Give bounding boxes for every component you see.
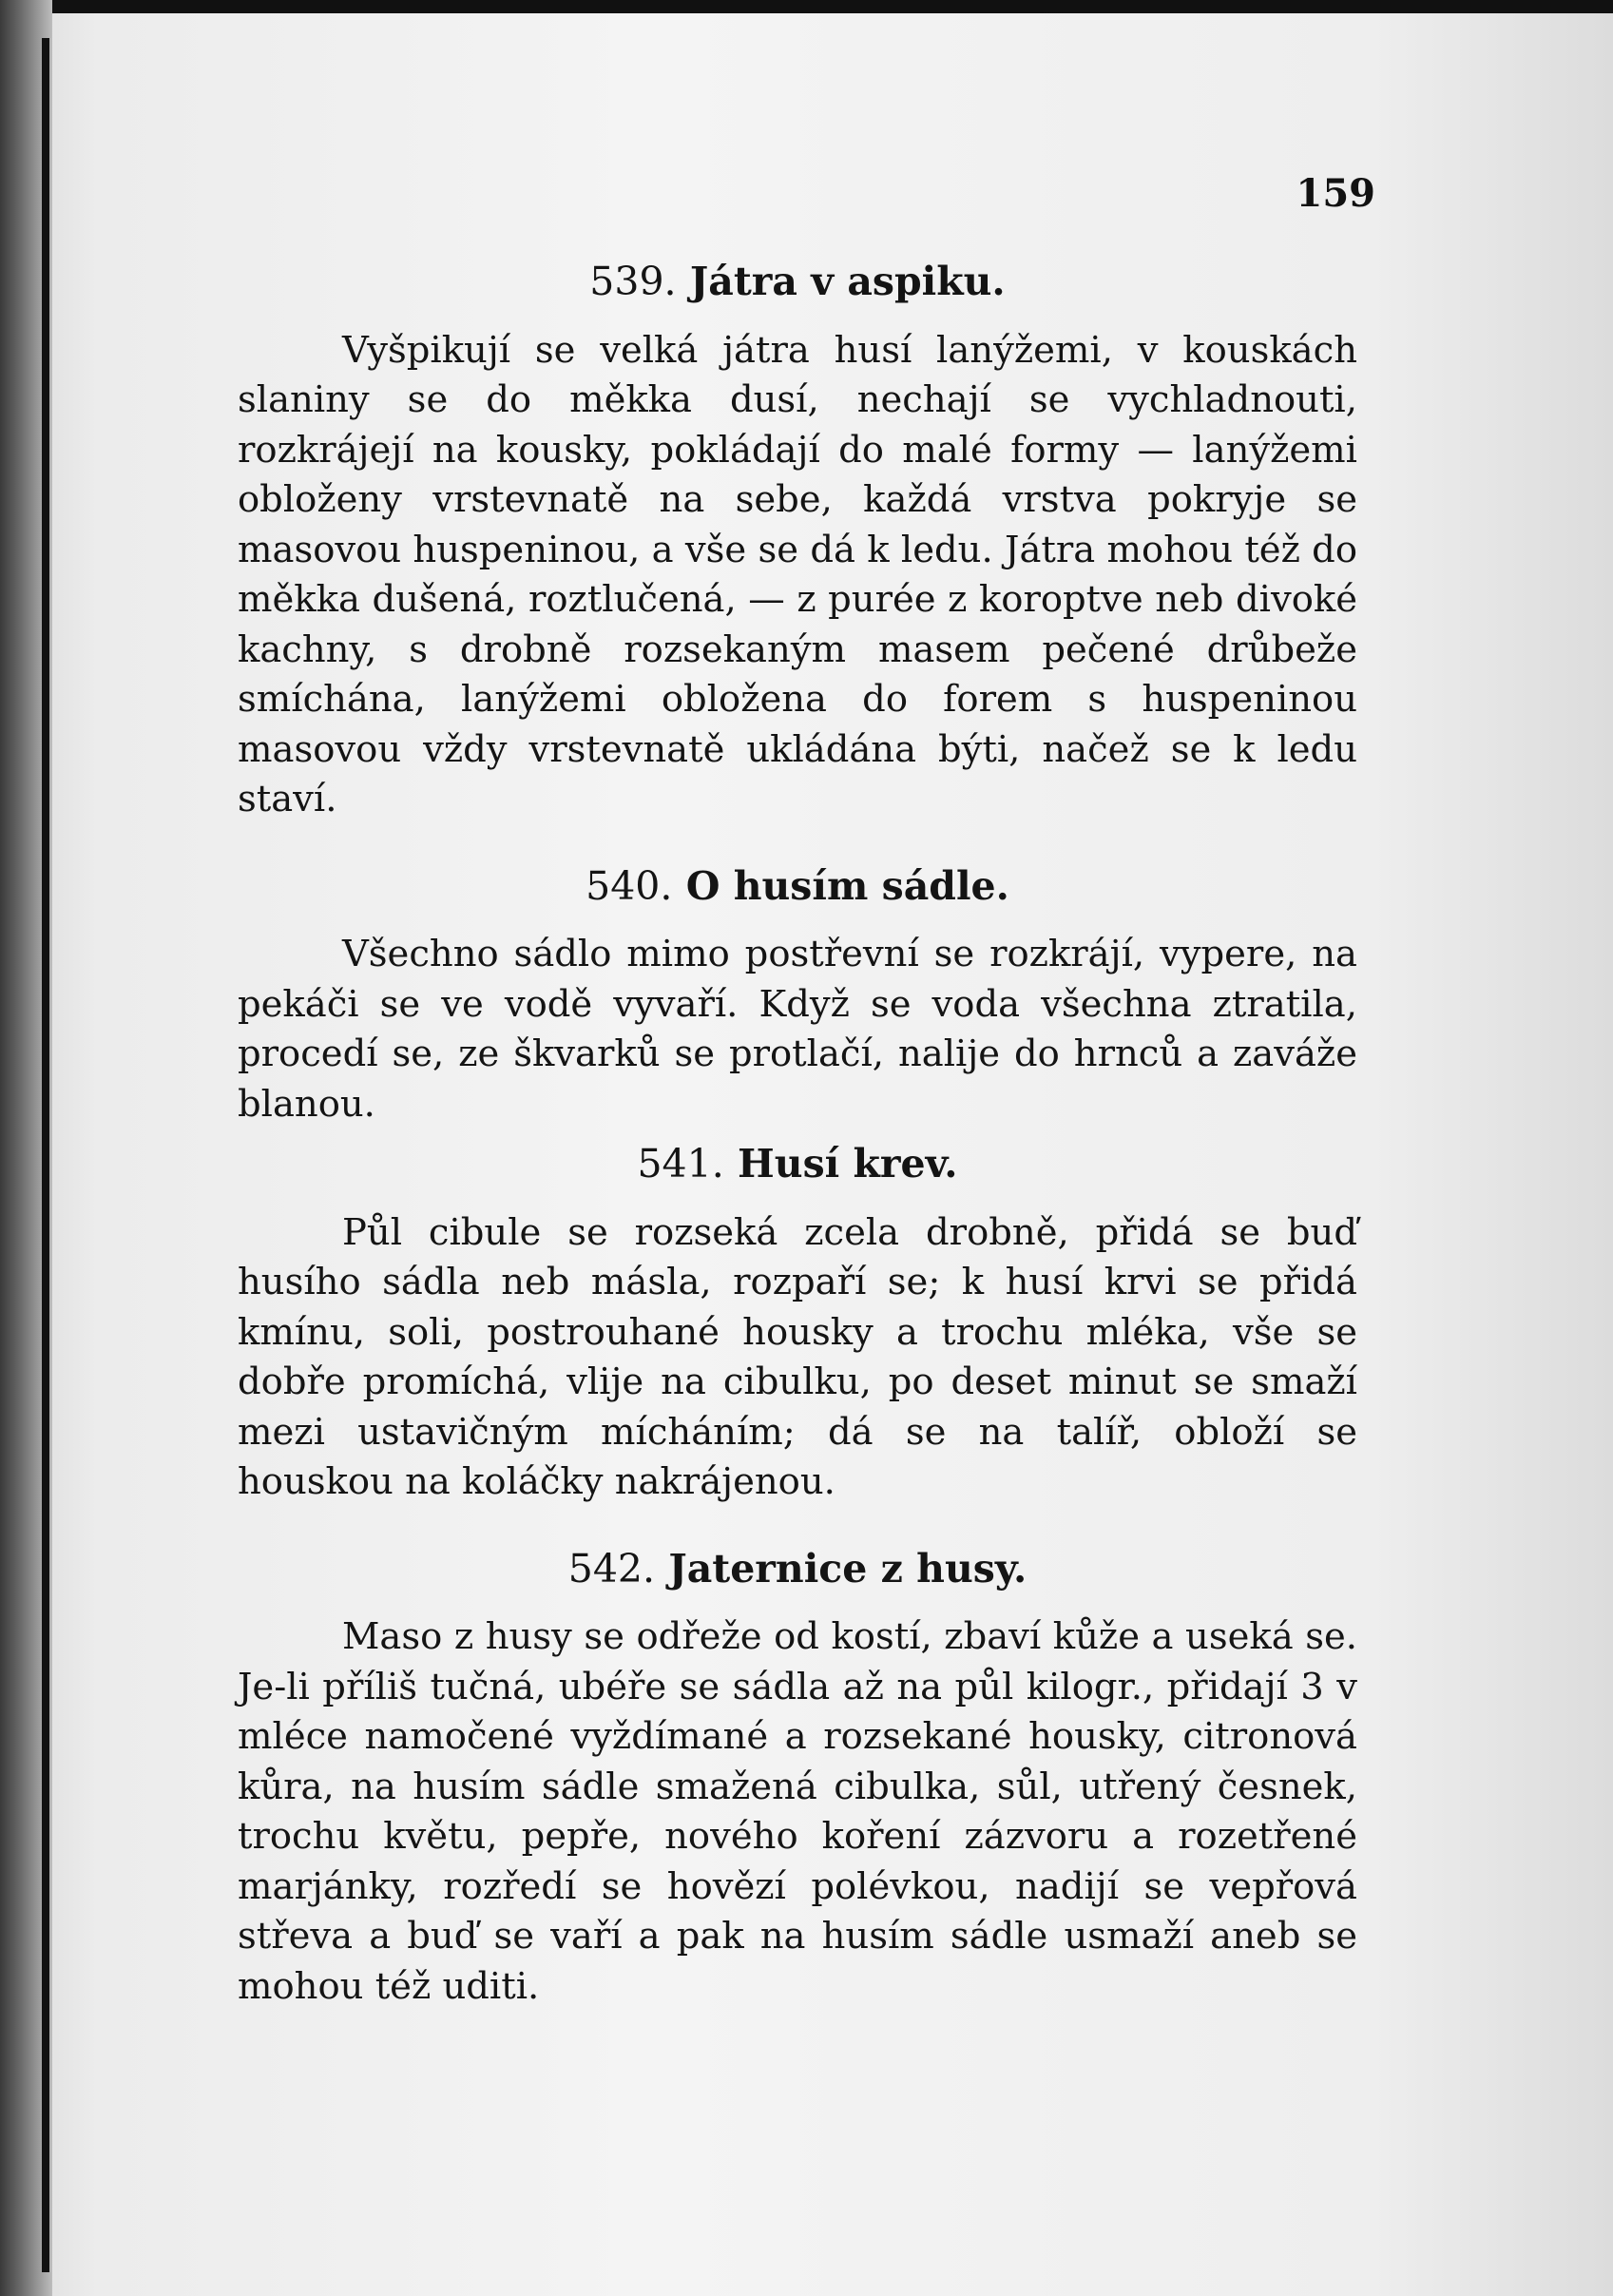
recipe-heading xyxy=(238,861,1357,912)
recipe-body: Všechno sádlo mimo postřevní se rozkrájí, vypere, na pekáči se ve vodě vyvaří. Když se voda všechna ztratila, procedí se, ze škvarků se protlačí, nalije do hrnců a zaváže blanou. xyxy=(238,933,1357,1126)
recipe-title: Játra v aspiku. xyxy=(689,259,1006,304)
recipe-body: Maso z husy se odřeže od kostí, zbaví kůže a useká se. Je-li příliš tučná, ubéře se sádla až na půl kilogr., přidají 3 v mléce namočené vyždímané a rozsekané housky, citronová kůra, na husím sádle smažená cibulka, sůl, utřený česnek, trochu květu, pepře, nového koření zázvoru a rozetřené marjánky, rozředí se hovězí polévkou, nadijí se vepřová střeva a buď se vaří a pak na husím sádle usmaží aneb se mohou též uditi. xyxy=(238,1615,1357,2008)
recipe-540 xyxy=(238,861,1357,1130)
recipe-heading xyxy=(238,1544,1357,1594)
recipe-heading xyxy=(238,257,1357,307)
scan-top-edge xyxy=(0,0,1613,13)
page-number: 159 xyxy=(1296,171,1375,216)
recipe-title: Jaternice z husy. xyxy=(668,1545,1027,1592)
recipe-number: 542. xyxy=(567,1545,656,1592)
recipe-541 xyxy=(238,1139,1357,1508)
recipe-number: 539. xyxy=(589,259,677,304)
recipe-number: 540. xyxy=(586,862,673,909)
page-text xyxy=(238,257,1357,2048)
recipe-heading xyxy=(238,1139,1357,1189)
recipe-body: Vyšpikují se velká játra husí lanýžemi, v kouskách slaniny se do měkka dusí, nechají se vychladnouti, rozkrájejí na kousky, pokládají do malé formy — lanýžemi obloženy vrstevnatě na sebe, každá vrstva pokryje se masovou huspeninou, a vše se dá k ledu. Játra mohou též do měkka dušená, roztlučená, — z purée z koroptve neb divoké kachny, s drobně rozsekaným masem pečené drůbeže smíchána, lanýžemi obložena do forem s huspeninou masovou vždy vrstevnatě ukládána býti, načež se k ledu staví. xyxy=(238,328,1357,820)
recipe-body: Půl cibule se rozseká zcela drobně, přidá se buď husího sádla neb másla, rozpaří se; k husí krvi se přidá kmínu, soli, postrouhané housky a trochu mléka, vše se dobře promíchá, vlije na cibulku, po deset minut se smaží mezi ustavičným mícháním; dá se na talíř, obloží se houskou na koláčky nakrájenou. xyxy=(238,1210,1357,1503)
recipe-number: 541. xyxy=(637,1141,724,1187)
recipe-title: Husí krev. xyxy=(738,1141,958,1187)
recipe-539 xyxy=(238,257,1357,825)
recipe-title: O husím sádle. xyxy=(685,862,1009,909)
recipe-542 xyxy=(238,1544,1357,2013)
binding-shadow-line xyxy=(42,38,49,2272)
